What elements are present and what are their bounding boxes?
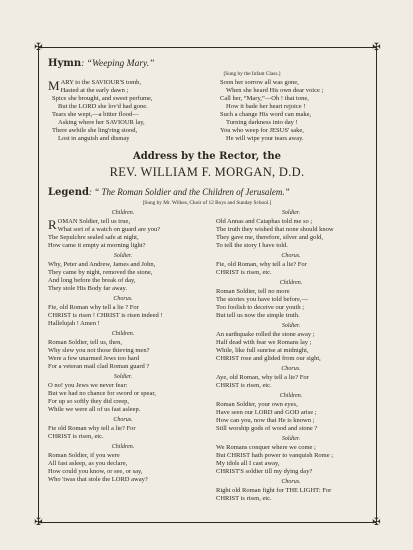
verse-line: The truth they wished that none should know	[216, 226, 334, 233]
legend-title: : “ The Roman Soldier and the Children of Jerusalem.”	[89, 187, 290, 197]
rector-name: REV. WILLIAM F. MORGAN, D.D.	[109, 165, 305, 179]
verse-line: But CHRIST hath power to vanquish Rome ;	[216, 452, 334, 459]
verse-line: They stole His Body far away.	[48, 285, 128, 292]
speaker-heading: Soldier.	[281, 323, 301, 329]
verse-line: Were a few unarmed Jews too hard	[48, 355, 140, 362]
verse-line: For up so softly they did creep,	[48, 398, 130, 405]
verse-line: CHRIST rose and glided from our sight,	[216, 355, 321, 362]
verse-line: Fie old Roman why tell a lie? For	[48, 425, 136, 432]
verse-line: Right old Roman fight for THE LIGHT: For	[216, 487, 332, 494]
hymn-verse-left	[48, 79, 198, 143]
verse-line: Roman Soldier, if you were	[48, 452, 120, 459]
verse-line: CHRIST is risen ! CHRIST is risen indeed !	[48, 312, 163, 319]
speaker-heading: Children.	[111, 331, 135, 337]
verse-line: CHRIST'S soldier till my dying day?	[216, 468, 313, 475]
verse-line: They came by night, removed the stone,	[48, 269, 153, 276]
verse-line: How can you, now that He is known ;	[216, 417, 315, 424]
speaker-heading: Soldier.	[113, 253, 133, 259]
verse-line: CHRIST is risen, etc.	[48, 433, 104, 440]
verse-line: How it bade her heart rejoice !	[226, 103, 306, 110]
speaker-heading: Soldier.	[281, 436, 301, 442]
address-heading	[48, 151, 366, 162]
corner-ornament-icon: ✠	[34, 517, 43, 528]
verse-line: Soon her sorrow all was gone,	[220, 79, 299, 86]
speaker-heading: Chorus.	[113, 417, 133, 423]
verse-line: Why slew you not those thieving men?	[48, 347, 150, 354]
verse-line: For a veteran mail clad Roman guard ?	[48, 363, 150, 370]
legend-heading	[48, 187, 366, 198]
verse-line: How could you know, or see, or say,	[48, 468, 143, 475]
drop-cap: M	[48, 78, 60, 93]
speaker-heading: Chorus.	[113, 296, 133, 302]
speaker-heading: Soldier.	[113, 374, 133, 380]
verse-line: But the LORD she lov'd had gone.	[58, 103, 148, 110]
verse-line: He will wipe your tears away.	[226, 135, 304, 142]
verse-line: Half dead with fear we Romans lay ;	[216, 339, 312, 346]
verse-line: Why, Peter and Andrew, James and John,	[48, 261, 156, 268]
legend-verses	[48, 207, 366, 503]
verse-line: Roman Soldier, tell us, then,	[48, 339, 122, 346]
frame-right	[376, 47, 377, 522]
verse-line: Still worship gods of wood and stone ?	[216, 425, 318, 432]
speaker-heading: Children.	[111, 444, 135, 450]
hymn-title: : “Weeping Mary.”	[81, 59, 155, 69]
verse-line: Roman Soldier, tell no more	[216, 288, 290, 295]
verse-line: CHRIST is risen, etc.	[216, 382, 272, 389]
frame-bottom	[38, 522, 376, 523]
verse-line: Lost in anguish and dismay	[58, 135, 130, 142]
verse-line: My idols all I cast away,	[216, 460, 280, 467]
verse-line: We Romans conquer where we come ;	[216, 444, 316, 451]
hymn-note: [Sung by the Infant Class.]	[223, 71, 281, 77]
verse-line: The Sepulchre sealed safe at night,	[48, 234, 139, 241]
verse-line: To tell the story I have told.	[216, 242, 288, 249]
verse-line: All fast asleep, as you declare,	[48, 460, 128, 467]
verse-line: Hallelujah ! Amen !	[48, 320, 100, 327]
verse-line: There awhile she ling'ring stood,	[52, 127, 138, 134]
legend-column-right	[216, 207, 366, 503]
verse-line: You who weep for JESUS' sake,	[220, 127, 304, 134]
verse-line: ROMAN Soldier, tell us true,	[48, 217, 130, 232]
speaker-heading: Children.	[279, 393, 303, 399]
verse-line: How came it empty at morning light?	[48, 242, 146, 249]
speaker-heading: Chorus.	[281, 366, 301, 372]
corner-ornament-icon: ✠	[372, 42, 381, 53]
legend-note: [Sung by Mr. Wilkes, Choir of 12 Boys and Sunday School.]	[142, 200, 272, 206]
verse-line: Hasted at the early dawn ;	[60, 87, 129, 94]
address-line: Address by the Rector, the	[133, 151, 281, 162]
verse-line: Spice she brought, and sweet perfume,	[52, 95, 153, 102]
program-content	[48, 58, 366, 503]
verse-line: Have seen our LORD and GOD arise ;	[216, 409, 317, 416]
verse-line: Too foolish to deceive our youth ;	[216, 304, 305, 311]
verse-line: While we were all of us fast asleep.	[48, 406, 141, 413]
verse-line: And long before the break of day,	[48, 277, 136, 284]
speaker-heading: Children.	[111, 210, 135, 216]
verse-line: While, like full sunrise at midnight,	[216, 347, 309, 354]
verse-line: O no! you Jews we never fear:	[48, 382, 128, 389]
hymn-heading	[48, 58, 366, 69]
drop-cap: R	[48, 217, 57, 232]
verse-line: Who 'twas that stole the LORD away?	[48, 476, 148, 483]
verse-line: Fie, old Roman, why tell a lie? For	[216, 261, 307, 268]
verse-line: The stories you have told before,—	[216, 296, 309, 303]
verse-line: Such a change His word can make,	[220, 111, 312, 118]
verse-line: MARY to the SAVIOUR'S tomb,	[48, 78, 142, 93]
verse-line: An earthquake rolled the stone away ;	[216, 331, 315, 338]
verse-line: Aye, old Roman, why tell a lie? For	[216, 374, 309, 381]
corner-ornament-icon: ✠	[372, 517, 381, 528]
verse-line: But we had no chance for sword or spear,	[48, 390, 156, 397]
verse-line: Tears she wept,—a bitter flood—	[52, 111, 139, 118]
verse-line: But tell us now the simple truth.	[216, 312, 300, 319]
speaker-heading: Soldier.	[281, 210, 301, 216]
verse-line: What sort of a watch on guard are you?	[57, 226, 161, 233]
legend-label: Legend	[48, 187, 90, 198]
verse-line: Fie, old Roman why tell a lie ? For	[48, 304, 139, 311]
speaker-heading: Chorus.	[281, 479, 301, 485]
corner-ornament-icon: ✠	[34, 42, 43, 53]
verse-line: Asking where her SAVIOUR lay,	[58, 119, 145, 126]
verse-line: They gave me, therefore, silver and gold,	[216, 234, 324, 241]
verse-line: When she heard His own dear voice ;	[226, 87, 324, 94]
verse-line: Call her, “Mary,”—Oh ! that tone,	[220, 95, 309, 102]
hymn-verse-right	[216, 79, 366, 143]
speaker-heading: Children.	[279, 280, 303, 286]
speaker-heading: Chorus.	[281, 253, 301, 259]
verse-line: CHRIST is risen, etc.	[216, 269, 272, 276]
hymn-verses	[48, 79, 366, 143]
frame-left	[38, 47, 39, 522]
frame-top	[38, 47, 376, 48]
verse-line: Old Annas and Caiaphas told me so ;	[216, 218, 313, 225]
hymn-label: Hymn	[48, 58, 82, 69]
verse-line: Turning darkness into day !	[226, 119, 298, 126]
verse-line: CHRIST is risen, etc.	[216, 495, 272, 502]
verse-line: Roman Soldier, your own eyes,	[216, 401, 298, 408]
legend-column-left	[48, 207, 198, 503]
